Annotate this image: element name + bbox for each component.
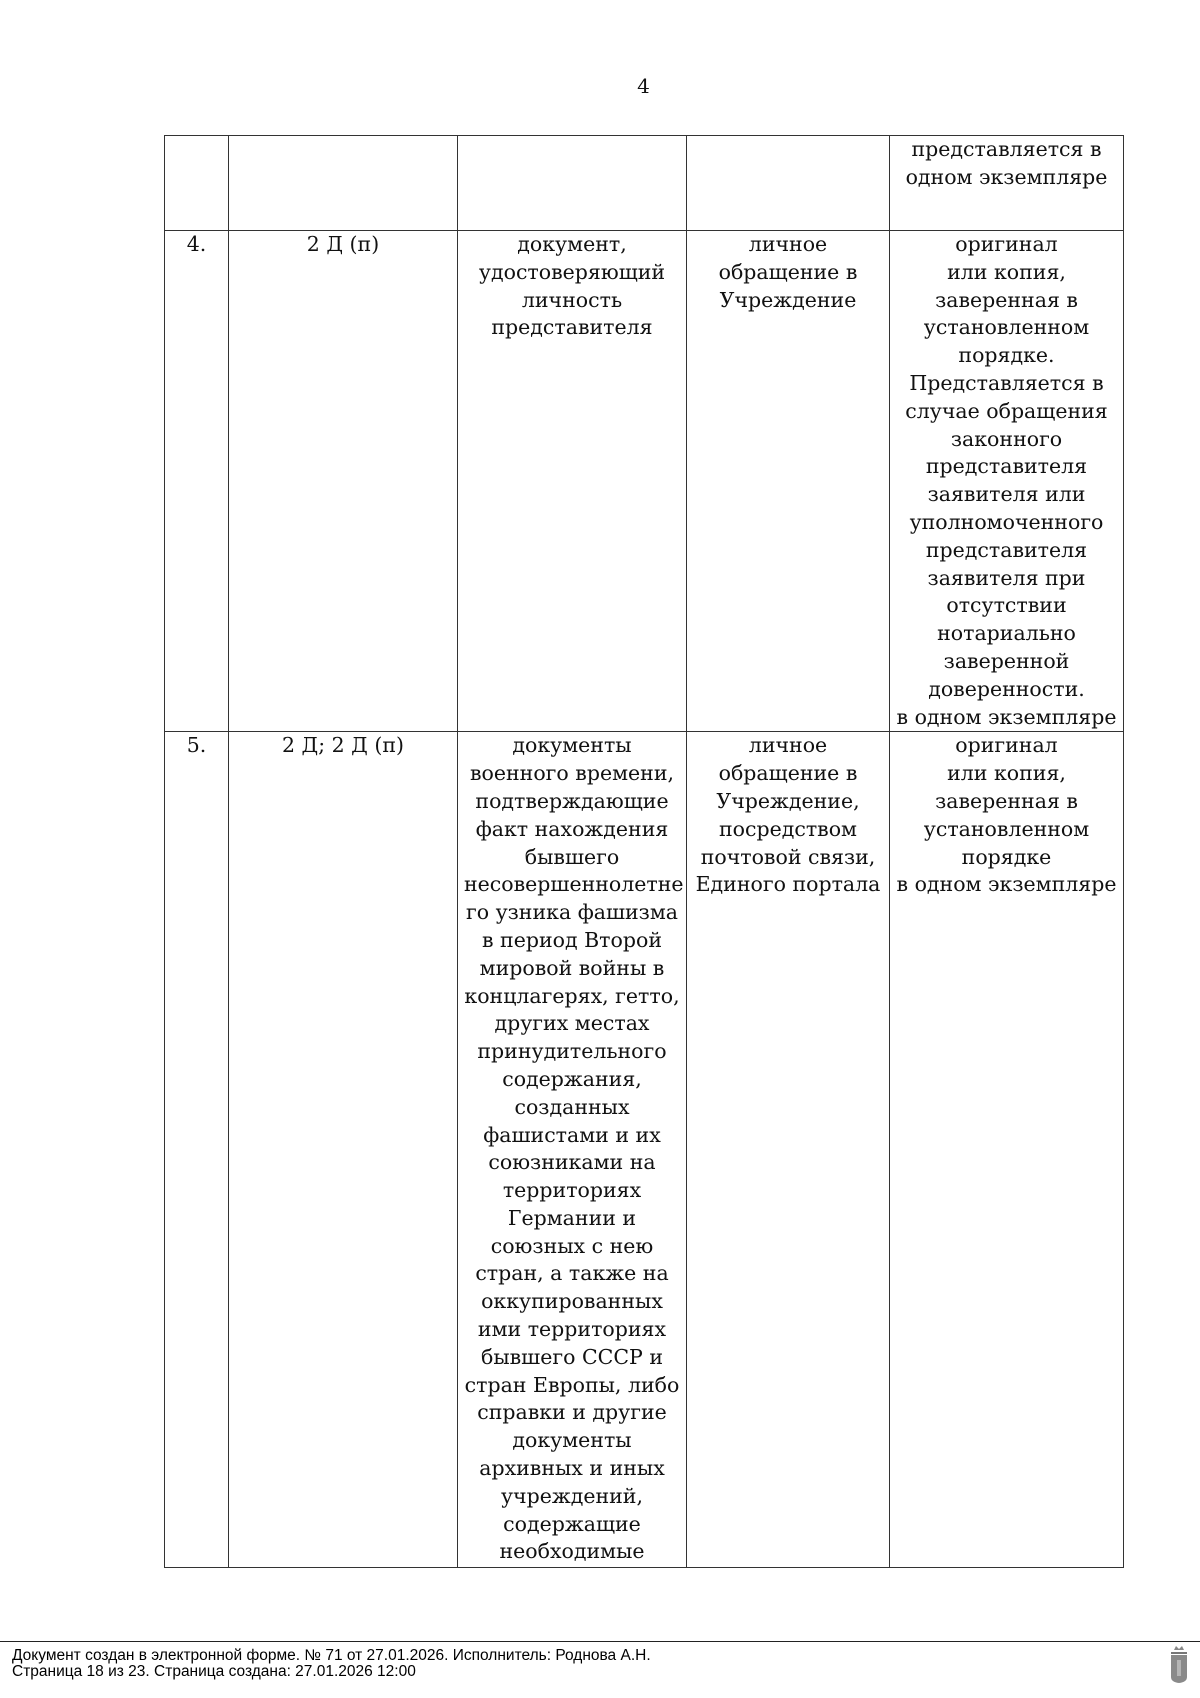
code-cell: 2 Д (п) <box>229 231 458 732</box>
page-footer <box>0 1641 1200 1680</box>
table-row <box>165 231 1124 732</box>
footer-line-document-info: Документ создан в электронной форме. № 71 от 27.01.2026. Исполнитель: Роднова А.Н. <box>12 1647 651 1664</box>
page-number: 4 <box>637 74 650 98</box>
row-number-cell: 4. <box>165 231 229 732</box>
table-row <box>165 136 1124 231</box>
note-cell: представляется в одном экземпляре <box>890 136 1124 231</box>
footer-line-page-info: Страница 18 из 23. Страница создана: 27.01.2026 12:00 <box>12 1663 416 1680</box>
method-cell <box>687 136 890 231</box>
document-cell: документы военного времени, подтверждающие факт нахождения бывшего несовершеннолетне го узника фашизма в период Второй мировой войны в концлагерях, гетто, других местах принудительного содержания, созданных фашистами и их союзниками на территориях Германии и союзных с нею стран, а также на оккупированных ими территориях бывшего СССР и стран Европы, либо справки и другие документы архивных и иных учреждений, содержащие необходимые <box>458 732 687 1568</box>
row-number-cell <box>165 136 229 231</box>
note-cell: оригинал или копия, заверенная в установленном порядке в одном экземпляре <box>890 732 1124 1568</box>
method-cell: личное обращение в Учреждение <box>687 231 890 732</box>
document-cell <box>458 136 687 231</box>
code-cell: 2 Д; 2 Д (п) <box>229 732 458 1568</box>
note-cell: оригинал или копия, заверенная в установленном порядке. Представляется в случае обращения законного представителя заявителя или уполномоченного представителя заявителя при отсутствии нотариально заверенной доверенности. в одном экземпляре <box>890 231 1124 732</box>
document-cell: документ, удостоверяющий личность представителя <box>458 231 687 732</box>
coat-of-arms-icon <box>1168 1644 1190 1684</box>
code-cell <box>229 136 458 231</box>
table-row <box>165 732 1124 1568</box>
footer-text <box>12 1648 651 1680</box>
documents-table <box>164 135 1124 1568</box>
row-number-cell: 5. <box>165 732 229 1568</box>
method-cell: личное обращение в Учреждение, посредством почтовой связи, Единого портала <box>687 732 890 1568</box>
